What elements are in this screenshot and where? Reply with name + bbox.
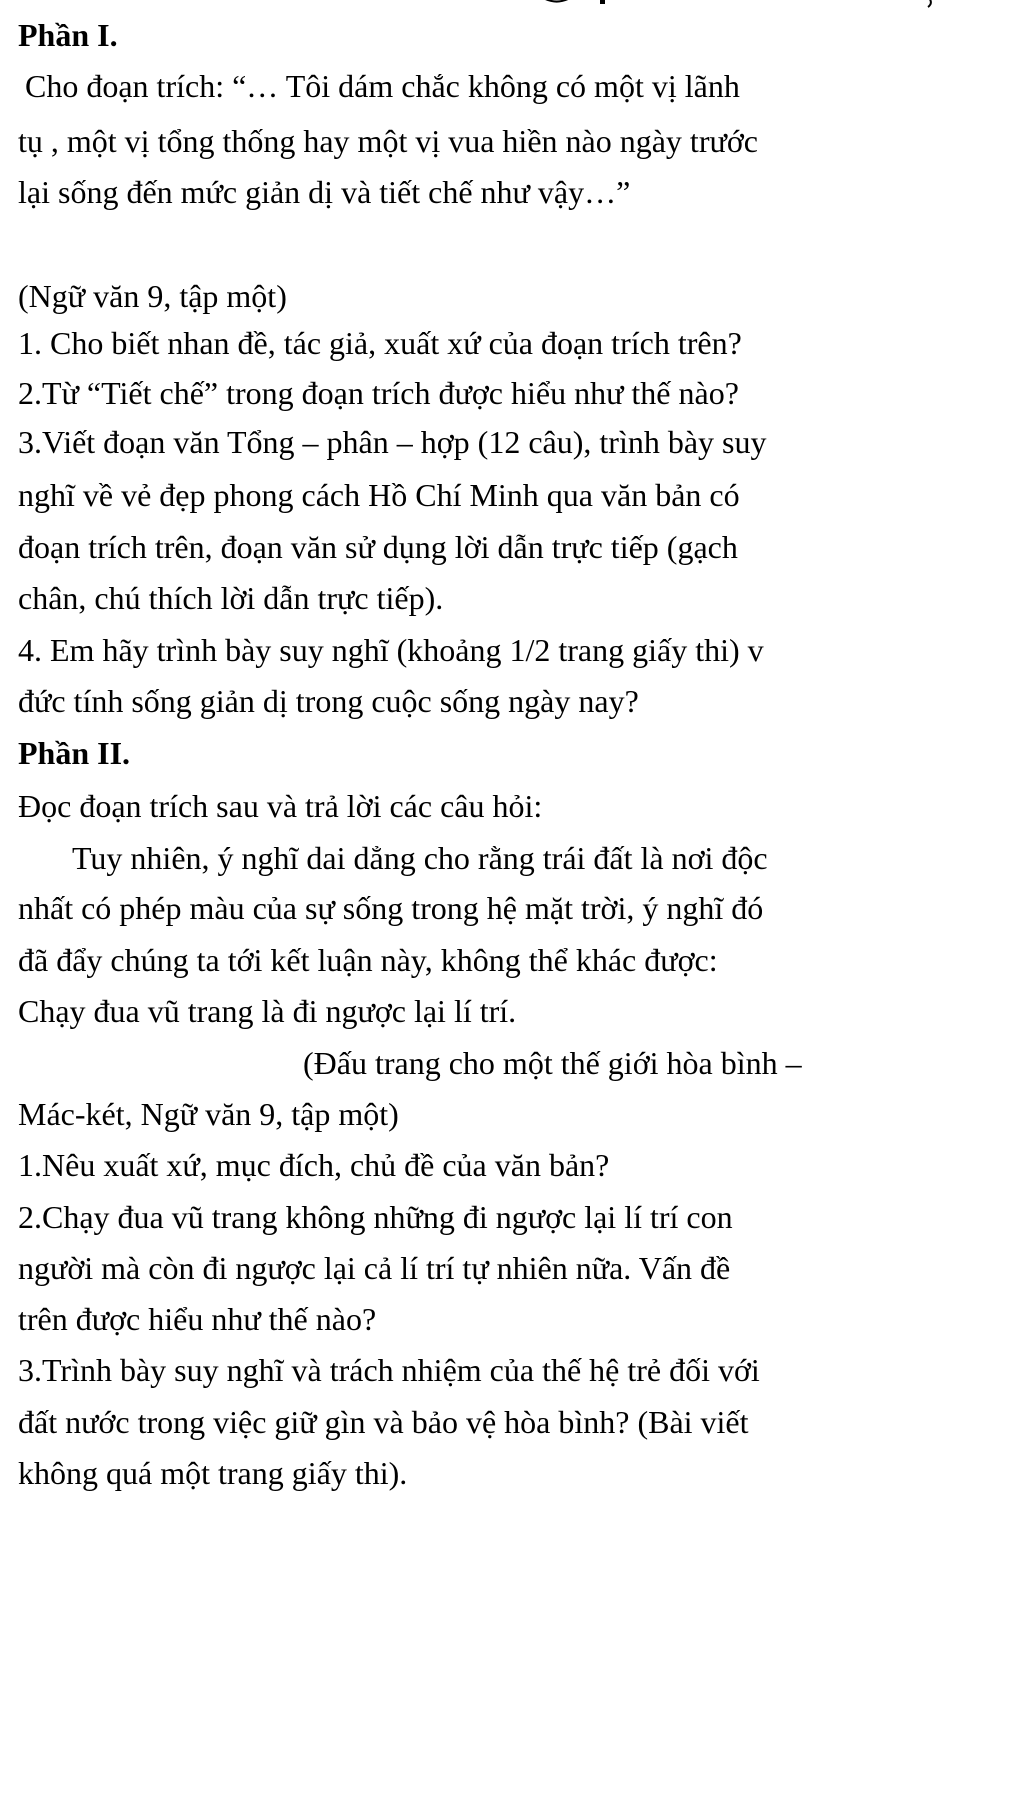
part1-question-2: 2.Từ “Tiết chế” trong đoạn trích được hiểu như thế nào? (18, 375, 739, 411)
part1-source: (Ngữ văn 9, tập một) (18, 278, 287, 314)
part1-question-1: 1. Cho biết nhan đề, tác giả, xuất xứ của đoạn trích trên? (18, 325, 742, 361)
part2-passage-line-3: đã đẩy chúng ta tới kết luận này, không thể khác được: (18, 942, 718, 978)
part1-question-4-line-2: đức tính sống giản dị trong cuộc sống ngày nay? (18, 683, 639, 719)
part1-question-3-line-1: 3.Viết đoạn văn Tổng – phân – hợp (12 câu), trình bày suy (18, 424, 767, 460)
part2-question-3-line-1: 3.Trình bày suy nghĩ và trách nhiệm của thế hệ trẻ đối với (18, 1352, 760, 1388)
part2-passage-line-4: Chạy đua vũ trang là đi ngược lại lí trí. (18, 993, 517, 1029)
part2-question-2-line-2: người mà còn đi ngược lại cả lí trí tự nhiên nữa. Vấn đề (18, 1250, 731, 1286)
part2-source-line-1: (Đấu trang cho một thế giới hòa bình – (303, 1045, 802, 1081)
part2-passage-line-2: nhất có phép màu của sự sống trong hệ mặt trời, ý nghĩ đó (18, 890, 764, 926)
part2-question-2-line-3: trên được hiểu như thế nào? (18, 1301, 377, 1337)
part1-heading: Phần I. (18, 17, 118, 53)
cropped-top-text-fragment (530, 0, 950, 8)
part1-question-3-line-3: đoạn trích trên, đoạn văn sử dụng lời dẫn trực tiếp (gạch (18, 529, 738, 565)
part2-instruction: Đọc đoạn trích sau và trả lời các câu hỏi: (18, 788, 543, 824)
part2-question-3-line-3: không quá một trang giấy thi). (18, 1455, 408, 1491)
part2-passage-line-1: Tuy nhiên, ý nghĩ dai dẳng cho rằng trái đất là nơi độc (72, 840, 768, 876)
part1-question-4-line-1: 4. Em hãy trình bày suy nghĩ (khoảng 1/2 trang giấy thi) v (18, 632, 764, 668)
part1-question-3-line-2: nghĩ về vẻ đẹp phong cách Hồ Chí Minh qua văn bản có (18, 477, 740, 513)
part1-question-3-line-4: chân, chú thích lời dẫn trực tiếp). (18, 580, 444, 616)
part1-intro-line-2: tụ , một vị tổng thống hay một vị vua hiền nào ngày trước (18, 123, 758, 159)
part2-question-2-line-1: 2.Chạy đua vũ trang không những đi ngược lại lí trí con (18, 1199, 733, 1235)
part1-intro-line-1: Cho đoạn trích: “… Tôi dám chắc không có một vị lãnh (25, 68, 740, 104)
part1-intro-line-3: lại sống đến mức giản dị và tiết chế như vậy…” (18, 174, 631, 210)
part2-heading: Phần II. (18, 735, 131, 771)
part2-source-line-2: Mác-két, Ngữ văn 9, tập một) (18, 1096, 399, 1132)
part2-question-1: 1.Nêu xuất xứ, mục đích, chủ đề của văn bản? (18, 1147, 610, 1183)
part2-question-3-line-2: đất nước trong việc giữ gìn và bảo vệ hòa bình? (Bài viết (18, 1404, 749, 1440)
